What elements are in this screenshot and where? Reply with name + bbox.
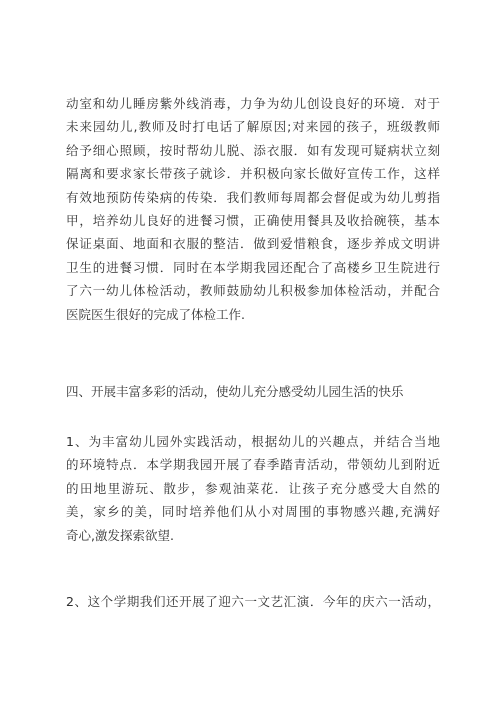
text-line: 给予细心照顾，按时帮幼儿脱、添衣服．如有发现可疑病状立刻 xyxy=(66,142,440,158)
text-line: 2、这个学期我们还开展了迎六一文艺汇演．今年的庆六一活动， xyxy=(66,594,440,609)
text-line: 1、为丰富幼儿园外实践活动，根据幼儿的兴趣点，并结合当地 xyxy=(66,434,440,449)
text-line: 有效地预防传染病的传染．我们教师每周都会督促或为幼儿剪指 xyxy=(66,189,440,205)
paragraph-item-2 xyxy=(66,590,440,613)
text-line: 美，家乡的美，同时培养他们从小对周围的事物感兴趣,充满好 xyxy=(66,504,440,520)
section-heading-4 xyxy=(66,380,440,403)
paragraph-item-1 xyxy=(66,430,440,547)
text-line: 未来园幼儿,教师及时打电话了解原因;对来园的孩子，班级教师 xyxy=(66,119,440,135)
text-line: 的田地里游玩、散步，参观油菜花．让孩子充分感受大自然的 xyxy=(66,480,440,496)
text-line: 卫生的进餐习惯．同时在本学期我园还配合了高楼乡卫生院进行 xyxy=(66,259,440,275)
paragraph-health-hygiene xyxy=(66,92,440,326)
text-line: 的环境特点．本学期我园开展了春季踏青活动，带领幼儿到附近 xyxy=(66,457,440,473)
text-line: 动室和幼儿睡房紫外线消毒，力争为幼儿创设良好的环境．对于 xyxy=(66,96,440,111)
text-line: 医院医生很好的完成了体检工作. xyxy=(66,306,245,322)
text-line: 奇心,激发探索欲望. xyxy=(66,527,174,543)
text-line: 甲，培养幼儿良好的进餐习惯，正确使用餐具及收拾碗筷，基本 xyxy=(66,212,440,228)
text-line: 保证桌面、地面和衣服的整洁．做到爱惜粮食，逐步养成文明讲 xyxy=(66,236,440,252)
text-line: 隔离和要求家长带孩子就诊．并积极向家长做好宣传工作，这样 xyxy=(66,166,440,182)
heading-line: 四、开展丰富多彩的活动，使幼儿充分感受幼儿园生活的快乐 xyxy=(66,384,404,399)
text-line: 了六一幼儿体检活动，教师鼓励幼儿积极参加体检活动，并配合 xyxy=(66,283,440,299)
